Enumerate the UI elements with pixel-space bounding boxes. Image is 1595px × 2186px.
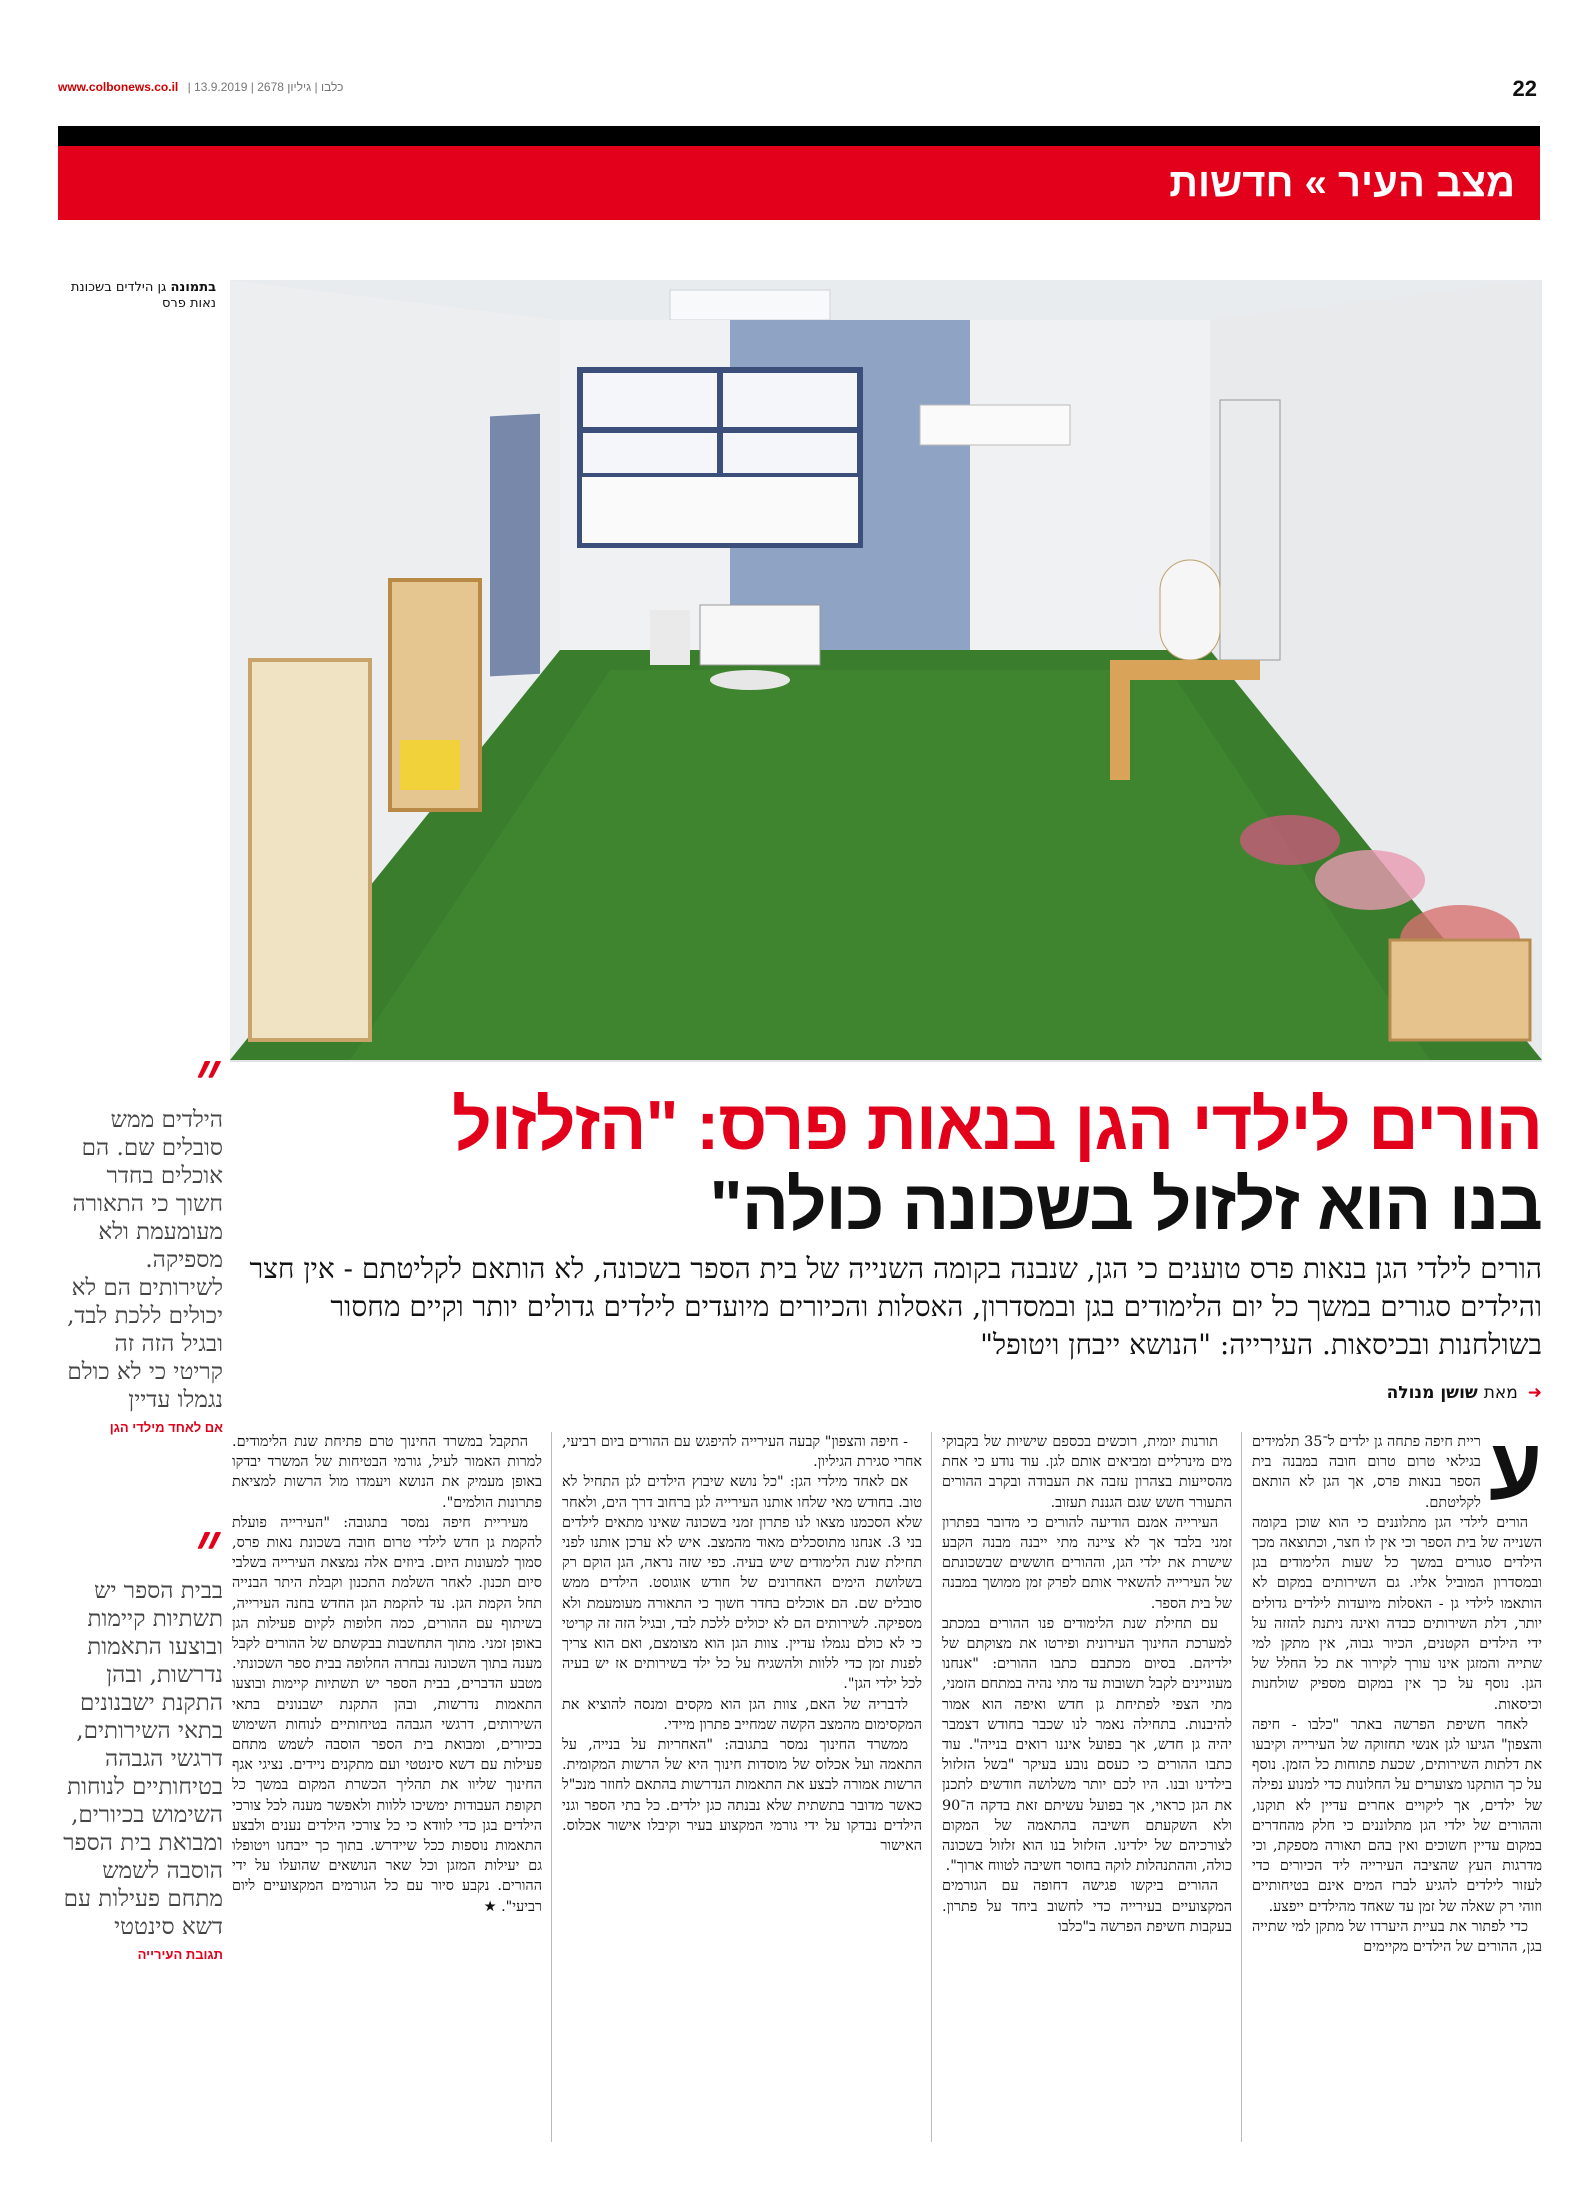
column-divider (1241, 1432, 1242, 2142)
column-divider (551, 1432, 552, 2142)
article-column-1 (1252, 1432, 1542, 2142)
drop-cap: ע (1488, 1432, 1542, 1517)
quote-source: תגובת העירייה (137, 1947, 223, 1962)
photo-caption (58, 280, 216, 312)
paragraph: העירייה אמנם הודיעה להורים כי מדובר בפתרון זמני בלבד אך לא ציינה מתי ייבנה מבנה הקבע שישרת את ילדי הגן, וההורים חוששים שבשכונתם של העירייה להשאיר אותם לפרק זמן ממושך במבנה של בית הספר. (942, 1514, 1232, 1612)
page-number: 22 (1512, 76, 1537, 101)
paragraph: עם תחילת שנת הלימודים פנו ההורים במכתב למערכת החינוך העירונית ופירטו את מצוקתם של ילדיהם. בסיום מכתבם כתבו ההורים: "אנחנו מעוניינים לקבל תשובות עד מתי נהיה במתחם הזמני, מתי הצפי לפתיחת גן חדש ואיפה הוא אמור להיבנות. בתחילה נאמר לנו שכבר בחודש דצמבר יהיה גן חדש, אך בפועל איננו רואים בנייה". עוד כתבו ההורים כי כעסם נובע בעיקר "בשל הזלזול בילדינו ובנו. היו לכם יותר משלושה חודשים לתכנן את הגן כראוי, אך בפועל עשיתם זאת בדקה ה־90 ולא השקעתם חשיבה בהתאמה של המקום לצורכיהם של ילדינו. הזלזול בנו הוא זלזול בשכונה כולה, וההתנהלות לוקה בחוסר חשיבה לטווח ארוך". (942, 1615, 1232, 1875)
paragraph: כדי לפתור את בעיית היערדו של מתקן למי שתייה בגן, ההורים של הילדים מקיימים (1252, 1918, 1542, 1956)
caption-text: גן הילדים בשכונת נאות פרס (70, 280, 216, 311)
kindergarten-photo (230, 280, 1542, 1062)
paragraph: ההורים ביקשו פגישה דחופה עם הגורמים המקצועיים בעירייה כדי לחשוב ביחד על פתרון. בעקבות חשיפת הפרשה ב"כלבו (942, 1878, 1232, 1935)
quote-text: הילדים ממש סובלים שם. הם אוכלים בחדר חשוך כי התאורה מעומעמת ולא מספיקה. לשירותים הם לא יכולים ללכת לבד, ובגיל הזה זה קריטי כי לא כולם נגמלו עדיין (67, 1107, 223, 1413)
paragraph: - חיפה והצפון" קבעה העירייה להיפגש עם ההורים ביום רביעי, אחרי סגירת הגיליון. (562, 1434, 922, 1471)
paragraph: לאחר חשיפת הפרשה באתר "כלבו - חיפה והצפון" הגיעו לגן אנשי תחזוקה של העירייה וקיבעו את דלתות השירותים, שכעת פתוחות כל הזמן. נוסף על כך הותקנו מצוערים על החלונות כדי למנוע נפילה של ילדים, אך ליקויים אחרים עדיין לא תוקנו, וההורים של ילדי הגן מתלוננים כי חלק מהחדרים במקום עדיין חשוכים ואין בהם תאורה מספקת, וכי מדרגות העץ שהציבה העירייה ליד הכיורים כדי לעזור לילדים להגיע לברז המים אינם בטיחותיים וזוהי רק שאלה של זמן עד שאחד מהילדים ייפצע. (1252, 1716, 1542, 1915)
issue-meta: | כלבו | גיליון 2678 | 13.9.2019 (187, 80, 344, 94)
section-title: מצב העיר » חדשות (1169, 161, 1515, 205)
article-column-4 (232, 1432, 542, 2142)
quote-mark-icon: ״ (195, 1508, 223, 1588)
headline-line-2: בנו הוא זלזול בשכונה כולה" (709, 1166, 1542, 1244)
headline-line-1: הורים לילדי הגן בנאות פרס: "הזלזול (451, 1086, 1542, 1164)
article-column-2 (942, 1432, 1232, 2142)
caption-label: בתמונה (170, 280, 216, 295)
site-url[interactable]: www.colbonews.co.il (58, 80, 179, 94)
classroom-illustration (230, 280, 1542, 1062)
paragraph: ריית חיפה פתחה גן ילדים ל־35 תלמידים בגילאי טרום טרום חובה במבנה בית הספר בנאות פרס, אך הגן לא הותאם לקליטתם. (1252, 1434, 1481, 1511)
pull-quote-parent (58, 1037, 223, 1435)
quote-source: אם לאחד מילדי הגן (109, 1420, 223, 1435)
paragraph: מעיריית חיפה נמסר בתגובה: "העירייה פועלת להקמת גן חדש לילדי טרום חובה בשכונת נאות פרס, סמוך למעונות היום. ביוזים אלה נמצאת העירייה בשלבי סיום תכנון. לאחר השלמת התכנון וקבלת היתר הבנייה תחל הקמת הגן. עד להקמת הגן החדש בחנה העירייה, בשיתוף עם ההורים, כמה חלופות לקיום פעילות הגן באופן זמני. מתוך התחשבות בבקשתם של ההורים לקבל מענה בתוך השכונה נבחרה החלופה בבית ספר השכונתי. מטבע הדברים, בבית הספר יש תשתיות קיימות ובוצעו התאמות נדרשות, ובהן התקנת ישבנונים בתאי השירותים, דרגשי הגבהה בטיחותיים לנוחות השימוש בכיורים, ומבואת בית הספר הוסבה לשמש מתחם פעילות עם דשא סינטטי ועם מתקנים ניידים. נציגי אגף החינוך שליוו את תהליך הכשרת המקום במשך כל תקופת העבודות ימשיכו ללוות ולאפשר מענה לכל צורכי הילדים בגן כדי לוודא כי כל צורכי הילדים נענים ולבצע התאמות נוספות ככל שיידרש. בתוך כך ייבחנו ויטופלו גם יעילות המזגן וכל שאר הנושאים שהועלו על ידי ההורים. נקבע סיור עם כל הגורמים המקצועיים ליום רביעי". ★ (232, 1514, 542, 1915)
paragraph: תורנות יומית, רוכשים בכספם שישיות של בקבוקי מים מינרליים ומביאים אותם לגן. עוד נודע כי אחת מהסייעות בצהרון עזבה את העבודה ובקרב ההורים התעורר חשש שגם הגננת תעזוב. (942, 1434, 1232, 1511)
article-column-3 (562, 1432, 922, 2142)
masthead-line (58, 80, 343, 94)
quote-text: בבית הספר יש תשתיות קיימות ובוצעו התאמות נדרשות, ובהן התקנת ישבנונים בתאי השירותים, דרגשי הגבהה בטיחותיים לנוחות השימוש בכיורים, ומבואת בית הספר הוסבה לשמש מתחם פעילות עם דשא סינטטי (63, 1578, 223, 1940)
article-subhead: הורים לילדי הגן בנאות פרס טוענים כי הגן, שנבנה בקומה השנייה של בית הספר בשכונה, לא הותאם לקליטתם - אין חצר והילדים סגורים במשך כל יום הלימודים בגן ובמסדרון, האסלות והכיורים מיועדים לילדים גדולים יותר וקיים מחסור בשולחנות ובכיסאות. העירייה: "הנושא ייבחן ויטופל" (249, 1252, 1542, 1361)
paragraph: ממשרד החינוך נמסר בתגובה: "האחריות על בנייה, על התאמה ועל אכלוס של מוסדות חינוך היא של הרשות המקומית. הרשות אמורה לבצע את התאמות הנדרשות בהתאם לחוזר מנכ"ל כאשר מדובר בתשתית שלא נבנתה כגן ילדים. כל בתי הספר וגני הילדים נבדקו על ידי גורמי המקצוע בעיר וקיבלו אישור אכלוס. האישור (562, 1737, 922, 1855)
header-bar-top (58, 126, 1540, 146)
author-name: שושן מנולה (1386, 1383, 1478, 1403)
paragraph: הורים לילדי הגן מתלוננים כי הוא שוכן בקומה השנייה של בית הספר וכי אין לו חצר, וכתוצאה מכך הילדים סגורים במשך כל שעות הלימודים בגן ובמסדרון המוביל אליו. גם השירותים במקום לא הותאמו לילדי גן - האסלות מיועדות לילדים גדולים יותר, דלת השירותים כבדה ואינה ניתנת להזזה על ידי הילדים הקטנים, הכיור גבוה, אין מתקן למי שתייה והמזגן אינו עורך לקירור את כל החלל של הגן. נוסף על כך אין במקום מספיק שולחנות וכיסאות. (1252, 1514, 1542, 1713)
paragraph: לדבריה של האם, צוות הגן הוא מקסים ומנסה להוציא את המקסימום מהמצב הקשה שמחייב פתרון מיידי. (562, 1696, 922, 1733)
quote-mark-icon: ״ (195, 1037, 223, 1117)
article-headline (232, 1085, 1542, 1245)
byline (1387, 1383, 1542, 1403)
byline-label: מאת (1483, 1383, 1518, 1403)
paragraph: אם לאחד מילדי הגן: "כל נושא שיבוץ הילדים לגן התחיל לא טוב. בחודש מאי שלחו אותנו העירייה לגן ברחוב דרך הים, ולאחר שלא הסכמנו מצאו לנו פתרון זמני בשכונה שאינו מתאים לילדים בני 3. אנחנו מתוסכלים מאוד מהמצב. איש לא ערכן אותנו לפני תחילת שנת הלימודים שיש בעיה. כפי שזה נראה, הגן הוקם רק בשלושת הימים האחרונים של חודש אוגוסט. הילדים ממש סובלים שם. הם אוכלים בחדר חשוך כי התאורה מעומעמת ולא מספיקה. לשירותים הם לא יכולים ללכת לבד, ובגיל הזה זה קריטי כי לא כולם נגמלו עדיין. צוות הגן הוא מצומצם, ואם הוא צריך לפנות זמן כדי ללוות ולהשגיח על כל ילד בשירותים אז יש בעיה לכל ילדי הגן". (562, 1474, 922, 1693)
column-divider (931, 1432, 932, 2142)
pull-quote-municipality (58, 1508, 223, 1962)
byline-arrow-icon: ➜ (1527, 1383, 1542, 1403)
paragraph: התקבל במשרד החינוך טרם פתיחת שנת הלימודים. למרות האמור לעיל, גורמי הבטיחות של המשרד יבדקו באופן מעמיק את הנושא ויעמדו מול הרשות למציאת פתרונות הולמים". (232, 1434, 542, 1511)
